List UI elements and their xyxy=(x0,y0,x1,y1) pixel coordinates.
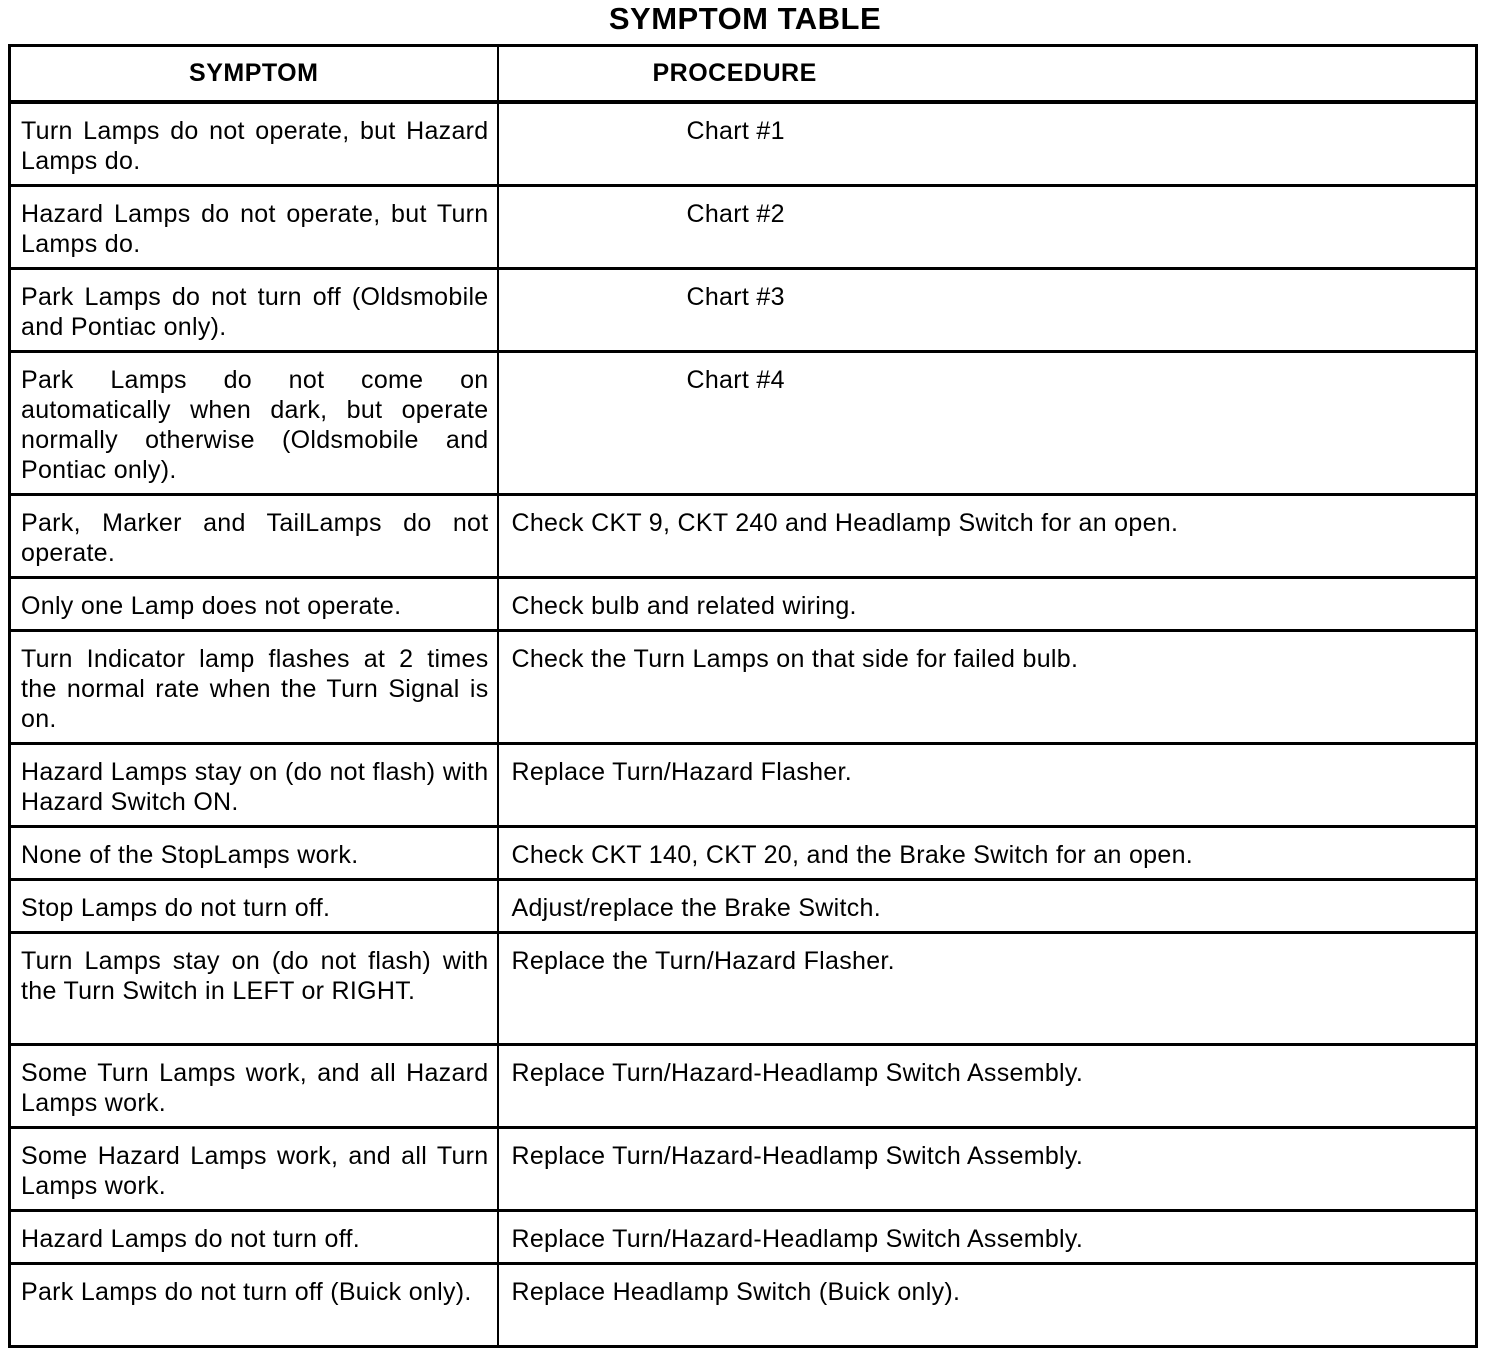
table-header-row xyxy=(10,46,1477,103)
table-row xyxy=(10,495,1477,578)
table-row xyxy=(10,269,1477,352)
table-row xyxy=(10,102,1477,186)
symptom-cell: Hazard Lamps stay on (do not flash) with Hazard Switch ON. xyxy=(10,744,498,827)
procedure-cell: Chart #3 xyxy=(498,269,1477,352)
table-row xyxy=(10,880,1477,933)
procedure-cell: Replace Turn/Hazard Flasher. xyxy=(498,744,1477,827)
symptom-cell: Only one Lamp does not operate. xyxy=(10,578,498,631)
procedure-cell: Replace Headlamp Switch (Buick only). xyxy=(498,1264,1477,1347)
procedure-cell: Check the Turn Lamps on that side for failed bulb. xyxy=(498,631,1477,744)
table-row xyxy=(10,352,1477,495)
table-row xyxy=(10,1045,1477,1128)
table-row xyxy=(10,631,1477,744)
symptom-cell: Some Turn Lamps work, and all Hazard Lamps work. xyxy=(10,1045,498,1128)
procedure-cell: Chart #1 xyxy=(498,102,1477,186)
symptom-cell: Park Lamps do not turn off (Oldsmobile and Pontiac only). xyxy=(10,269,498,352)
symptom-cell: Hazard Lamps do not operate, but Turn Lamps do. xyxy=(10,186,498,269)
procedure-cell: Replace Turn/Hazard-Headlamp Switch Assembly. xyxy=(498,1045,1477,1128)
table-row xyxy=(10,933,1477,1045)
table-row xyxy=(10,744,1477,827)
column-header-procedure: PROCEDURE xyxy=(498,46,1477,103)
procedure-cell: Replace Turn/Hazard-Headlamp Switch Assembly. xyxy=(498,1128,1477,1211)
table-row xyxy=(10,1211,1477,1264)
table-row xyxy=(10,1264,1477,1347)
procedure-cell: Replace the Turn/Hazard Flasher. xyxy=(498,933,1477,1045)
procedure-cell: Chart #4 xyxy=(498,352,1477,495)
procedure-cell: Replace Turn/Hazard-Headlamp Switch Assembly. xyxy=(498,1211,1477,1264)
procedure-cell: Chart #2 xyxy=(498,186,1477,269)
symptom-cell: Park, Marker and TailLamps do not operate. xyxy=(10,495,498,578)
page-title: SYMPTOM TABLE xyxy=(608,1,882,36)
procedure-cell: Check bulb and related wiring. xyxy=(498,578,1477,631)
symptom-table xyxy=(8,44,1478,1348)
symptom-cell: None of the StopLamps work. xyxy=(10,827,498,880)
symptom-cell: Turn Indicator lamp flashes at 2 times the normal rate when the Turn Signal is on. xyxy=(10,631,498,744)
symptom-cell: Turn Lamps stay on (do not flash) with the Turn Switch in LEFT or RIGHT. xyxy=(10,933,498,1045)
procedure-cell: Check CKT 9, CKT 240 and Headlamp Switch for an open. xyxy=(498,495,1477,578)
table-row xyxy=(10,578,1477,631)
table-row xyxy=(10,827,1477,880)
symptom-cell: Park Lamps do not come on automatically when dark, but operate normally otherwise (Oldsmobile and Pontiac only). xyxy=(10,352,498,495)
symptom-cell: Some Hazard Lamps work, and all Turn Lamps work. xyxy=(10,1128,498,1211)
symptom-cell: Turn Lamps do not operate, but Hazard Lamps do. xyxy=(10,102,498,186)
symptom-cell: Stop Lamps do not turn off. xyxy=(10,880,498,933)
table-row xyxy=(10,186,1477,269)
column-header-symptom: SYMPTOM xyxy=(10,46,498,103)
procedure-cell: Adjust/replace the Brake Switch. xyxy=(498,880,1477,933)
table-row xyxy=(10,1128,1477,1211)
procedure-cell: Check CKT 140, CKT 20, and the Brake Switch for an open. xyxy=(498,827,1477,880)
symptom-cell: Hazard Lamps do not turn off. xyxy=(10,1211,498,1264)
symptom-cell: Park Lamps do not turn off (Buick only). xyxy=(10,1264,498,1347)
